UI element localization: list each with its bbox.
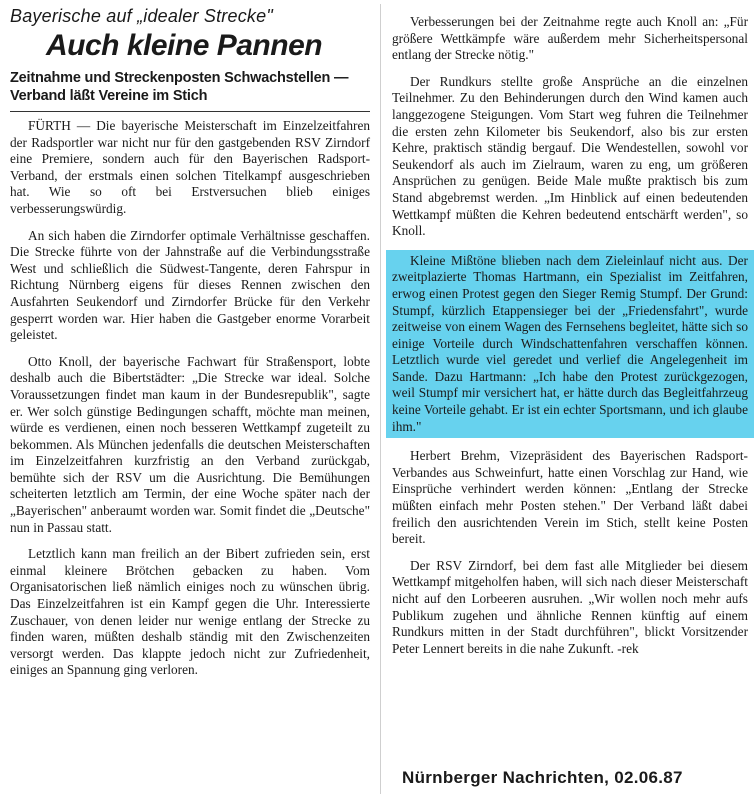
headline-rule xyxy=(10,111,370,112)
body-paragraph: Otto Knoll, der bayerische Fachwart für Straßensport, lobte deshalb auch die Bibertstädter: „Die Strecke war ideal. Solche Voraussetzungen findet man kaum in der Bundesrepublik", sagte er. Wer solch günstige Bedingungen schafft, möchte man meinen, würde es verdienen, einen noch besseren Wettkampf zugeteilt zu bekommen. Als München jedenfalls die deutschen Meisterschaften im Einzelzeitfahren kurzfristig an den Verband zurückgab, bemühte sich der RSV um die Ausrichtung. Die Bemühungen scheiterten letztlich am Termin, der eine Woche später nach der „Bayerischen" anberaumt worden war. Somit findet die „Deutsche" nun in Passau statt. xyxy=(10,353,370,535)
article-kicker: Bayerische auf „idealer Strecke" xyxy=(10,6,273,26)
body-paragraph: Der RSV Zirndorf, bei dem fast alle Mitglieder bei diesem Wettkampf mitgeholfen haben, will sich nach dieser Meisterschaft nicht auf den Lorbeeren ausruhen. „Wir wollen noch mehr aufs Publikum zugehen und ähnliche Rennen künftig auf einem Rundkurs mitten in der Stadt durchführen", blickt Vorsitzender Peter Lennert bereits in die nahe Zukunft. -rek xyxy=(392,557,748,656)
body-paragraph: Verbesserungen bei der Zeitnahme regte auch Knoll an: „Für größere Wettkämpfe wäre außerdem mehr Sicherheitspersonal entlang der Strecke nötig." xyxy=(392,14,748,63)
column-divider xyxy=(380,4,381,794)
left-column xyxy=(10,0,370,689)
highlighted-passage xyxy=(392,250,748,439)
right-column xyxy=(392,14,748,667)
article-headline: Auch kleine Pannen xyxy=(46,29,323,62)
body-paragraph: FÜRTH — Die bayerische Meisterschaft im Einzelzeitfahren der Radsportler war nicht nur für den gastgebenden RSV Zirndorf eine Premiere, sondern auch für den Bayerischen Radsport-Verband, der erstmals einen solchen Titelkampf ausgeschrieben hat. Wie so oft bei Erstversuchen blieb einiges verbesserungswürdig. xyxy=(10,118,370,216)
source-caption: Nürnberger Nachrichten, 02.06.87 xyxy=(402,768,683,787)
body-paragraph: An sich haben die Zirndorfer optimale Verhältnisse geschaffen. Die Strecke führte von der Jahnstraße auf die Verbindungsstraße West und schließlich die Südwest-Tangente, deren Fahrspur in Richtung Nürnberg eigens für dieses Rennen zwischen den Ausfahrten Seukendorf und Zirndorfer Brücke für den Verkehr gesperrt worden war. Hier haben die Gastgeber enorme Vorarbeit geleistet. xyxy=(10,227,370,343)
article-subhead: Zeitnahme und Streckenposten Schwachstellen — Verband läßt Vereine im Stich xyxy=(10,70,349,104)
highlighted-paragraph: Kleine Mißtöne blieben nach dem Zieleinlauf nicht aus. Der zweitplazierte Thomas Hartmann, ein Spezialist im Zeitfahren, erwog einen Protest gegen den Sieger Remig Stumpf. Der Grund: Stumpf, kürzlich Etappensieger bei der „Friedensfahrt", wurde zeitweise von einem Wagen des Fernsehens begleitet, hätte sich so einige Vorteile durch Windschattenfahren verschaffen können. Letztlich wurde viel geredet und verlief die Angelegenheit im Sande. Dazu Hartmann: „Ich habe den Protest zurückgezogen, weil Stumpf mir versichert hat, er hätte durch das Begleitfahrzeug keine Vorteile gehabt. Er ist ein echter Sportsmann, und ich glaube ihm." xyxy=(392,252,748,434)
body-paragraph: Herbert Brehm, Vizepräsident des Bayerischen Radsport-Verbandes aus Schweinfurt, hatte einen Vorschlag zur Hand, wie Einsprüche verhindert werden können: „Entlang der Strecke müßten einfach mehr Posten stehen." Der Verband läßt dabei freilich den ausrichtenden Verein im Stich, stellt keine Posten bereit. xyxy=(392,448,748,547)
body-paragraph: Letztlich kann man freilich an der Bibert zufrieden sein, erst einmal kleinere Brötchen gebacken zu haben. Vom Organisatorischen ließ nämlich einiges noch zu wünschen übrig. Das Einzelzeitfahren ist ein Kampf gegen die Uhr. Interessierte Zuschauer, von denen leider nur wenige entlang der Strecke zu finden waren, müßten deshalb ständig mit den Zwischenzeiten versorgt werden. Das klappte jedoch nicht zur Zufriedenheit, einiges an Spannung ging verloren. xyxy=(10,546,370,678)
body-paragraph: Der Rundkurs stellte große Ansprüche an die einzelnen Teilnehmer. Zu den Behinderungen durch den Wind kamen auch langgezogene Steigungen. Vom Start weg fuhren die Teilnehmer die ersten zehn Kilometer bis Seukendorf, also bis zur ersten Kehre, praktisch ständig bergauf. Die Wendestellen, sowohl vor Seukendorf als auch im Zielraum, waren zu eng, um größeren Ansprüchen zu genügen. Beide Male mußte praktisch bis zum Stand abgebremst werden. „Im Hinblick auf einen bedeutenden Wettkampf müßten die Kehren bedeutend entschärft werden", so Knoll. xyxy=(392,73,748,239)
